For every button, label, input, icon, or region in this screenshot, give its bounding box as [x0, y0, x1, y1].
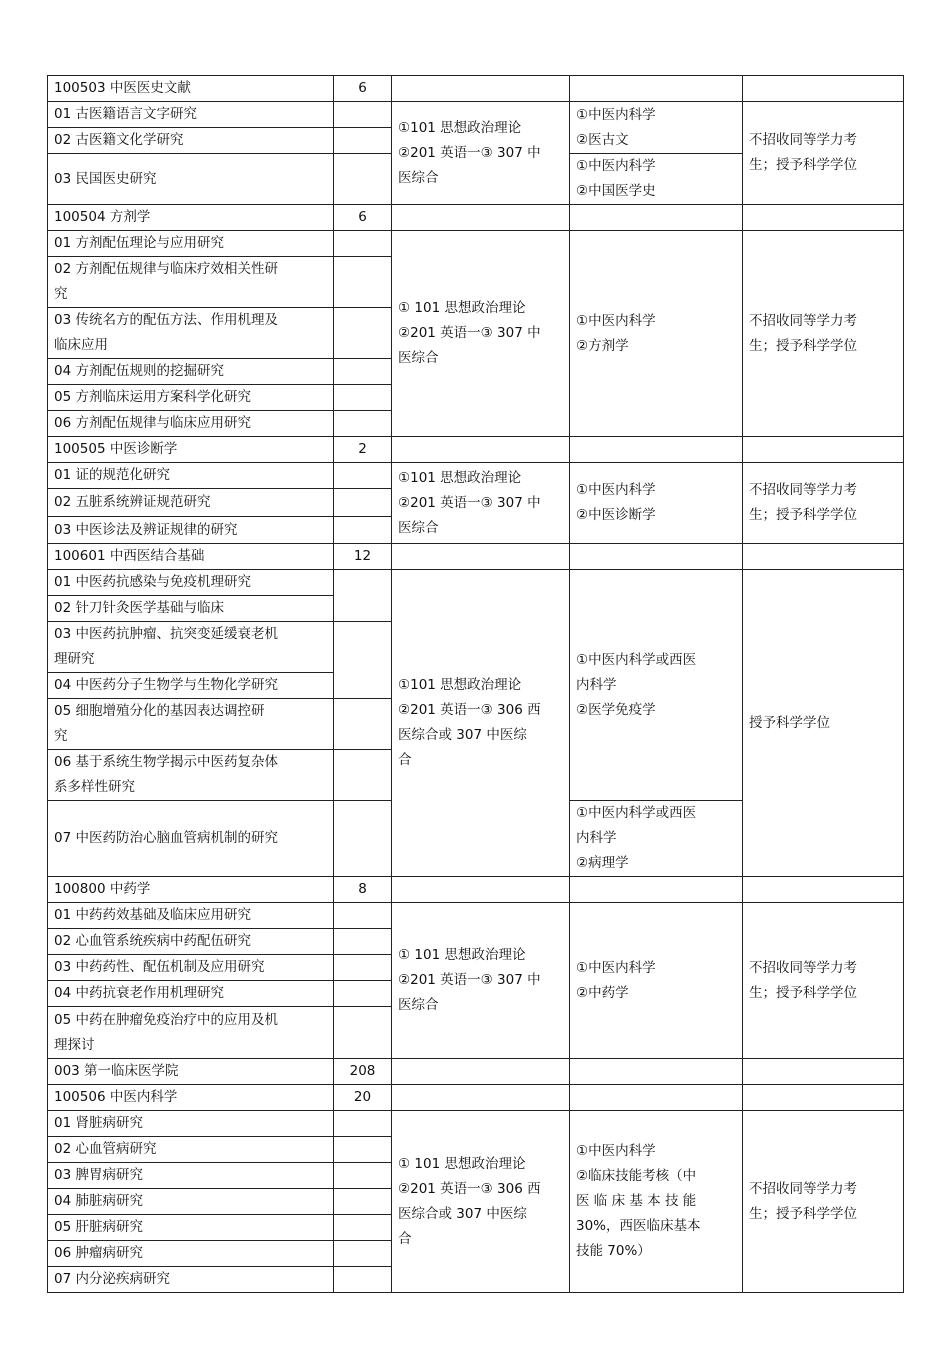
direction-item: 04 方剂配伍规则的挖掘研究	[48, 359, 334, 385]
direction-item: 02 方剂配伍规律与临床疗效相关性研 究	[48, 257, 334, 308]
direction-item: 01 方剂配伍理论与应用研究	[48, 231, 334, 257]
retest-subjects: ①中医内科学 ②临床技能考核（中 医 临 床 基 本 技 能 30%，西医临床基本 技能 70%）	[570, 1111, 743, 1293]
direction-item: 07 内分泌疾病研究	[48, 1267, 334, 1293]
exam-subjects: ① 101 思想政治理论 ②201 英语一③ 307 中 医综合	[392, 903, 570, 1059]
retest-subjects: ①中医内科学 ②方剂学	[570, 231, 743, 437]
direction-item: 05 肝脏病研究	[48, 1215, 334, 1241]
enroll-count: 8	[334, 877, 392, 903]
major-row	[48, 76, 904, 102]
direction-item: 02 心血管系统疾病中药配伍研究	[48, 929, 334, 955]
exam-subjects: ①101 思想政治理论 ②201 英语一③ 307 中 医综合	[392, 463, 570, 544]
college-count: 208	[334, 1059, 392, 1085]
retest-subjects: ①中医内科学 ②中药学	[570, 903, 743, 1059]
major-code-name: 100800 中药学	[48, 877, 334, 903]
direction-item: 05 方剂临床运用方案科学化研究	[48, 385, 334, 411]
college-name: 003 第一临床医学院	[48, 1059, 334, 1085]
direction-item: 02 五脏系统辨证规范研究	[48, 489, 334, 517]
major-row	[48, 205, 904, 231]
major-row	[48, 437, 904, 463]
major-row	[48, 877, 904, 903]
direction-item: 01 中药药效基础及临床应用研究	[48, 903, 334, 929]
direction-item: 07 中医药防治心脑血管病机制的研究	[48, 801, 334, 877]
major-code-name: 100601 中西医结合基础	[48, 544, 334, 570]
notes: 不招收同等学力考 生；授予科学学位	[743, 231, 904, 437]
exam-subjects: ① 101 思想政治理论 ②201 英语一③ 307 中 医综合	[392, 231, 570, 437]
direction-item: 04 中医药分子生物学与生物化学研究	[48, 673, 334, 699]
direction-item: 05 细胞增殖分化的基因表达调控研 究	[48, 699, 334, 750]
direction-item: 04 肺脏病研究	[48, 1189, 334, 1215]
direction-item: 03 传统名方的配伍方法、作用机理及 临床应用	[48, 308, 334, 359]
notes: 授予科学学位	[743, 570, 904, 877]
direction-item: 01 古医籍语言文字研究	[48, 102, 334, 128]
retest-subjects: ①中医内科学 ②中医诊断学	[570, 463, 743, 544]
major-code-name: 100506 中医内科学	[48, 1085, 334, 1111]
retest-subjects: ①中医内科学 ②医古文	[570, 102, 743, 154]
enrollment-table	[47, 75, 904, 1293]
direction-item: 02 针刀针灸医学基础与临床	[48, 596, 334, 622]
notes: 不招收同等学力考 生；授予科学学位	[743, 1111, 904, 1293]
enroll-count: 6	[334, 205, 392, 231]
major-row	[48, 1085, 904, 1111]
direction-item: 01 中医药抗感染与免疫机理研究	[48, 570, 334, 596]
direction-item: 06 肿瘤病研究	[48, 1241, 334, 1267]
enroll-count: 2	[334, 437, 392, 463]
direction-item: 02 古医籍文化学研究	[48, 128, 334, 154]
direction-item: 01 证的规范化研究	[48, 463, 334, 489]
major-row	[48, 544, 904, 570]
direction-item: 06 方剂配伍规律与临床应用研究	[48, 411, 334, 437]
direction-item: 02 心血管病研究	[48, 1137, 334, 1163]
direction-item: 03 脾胃病研究	[48, 1163, 334, 1189]
direction-item: 03 中医诊法及辨证规律的研究	[48, 517, 334, 544]
college-row	[48, 1059, 904, 1085]
direction-item: 06 基于系统生物学揭示中医药复杂体 系多样性研究	[48, 750, 334, 801]
direction-item: 04 中药抗衰老作用机理研究	[48, 981, 334, 1007]
retest-subjects: ①中医内科学或西医 内科学 ②病理学	[570, 801, 743, 877]
enroll-count: 12	[334, 544, 392, 570]
notes: 不招收同等学力考 生；授予科学学位	[743, 102, 904, 205]
retest-subjects: ①中医内科学或西医 内科学 ②医学免疫学	[570, 570, 743, 801]
exam-subjects: ①101 思想政治理论 ②201 英语一③ 307 中 医综合	[392, 102, 570, 205]
retest-subjects: ①中医内科学 ②中国医学史	[570, 154, 743, 205]
exam-subjects: ① 101 思想政治理论 ②201 英语一③ 306 西 医综合或 307 中医综 合	[392, 1111, 570, 1293]
direction-item: 05 中药在肿瘤免疫治疗中的应用及机 理探讨	[48, 1007, 334, 1059]
direction-item: 03 民国医史研究	[48, 154, 334, 205]
notes: 不招收同等学力考 生；授予科学学位	[743, 463, 904, 544]
enroll-count: 6	[334, 76, 392, 102]
major-code-name: 100503 中医医史文献	[48, 76, 334, 102]
enroll-count: 20	[334, 1085, 392, 1111]
notes: 不招收同等学力考 生；授予科学学位	[743, 903, 904, 1059]
direction-item: 03 中医药抗肿瘤、抗突变延缓衰老机 理研究	[48, 622, 334, 673]
major-code-name: 100504 方剂学	[48, 205, 334, 231]
direction-item: 03 中药药性、配伍机制及应用研究	[48, 955, 334, 981]
major-code-name: 100505 中医诊断学	[48, 437, 334, 463]
direction-item: 01 肾脏病研究	[48, 1111, 334, 1137]
exam-subjects: ①101 思想政治理论 ②201 英语一③ 306 西 医综合或 307 中医综 合	[392, 570, 570, 877]
